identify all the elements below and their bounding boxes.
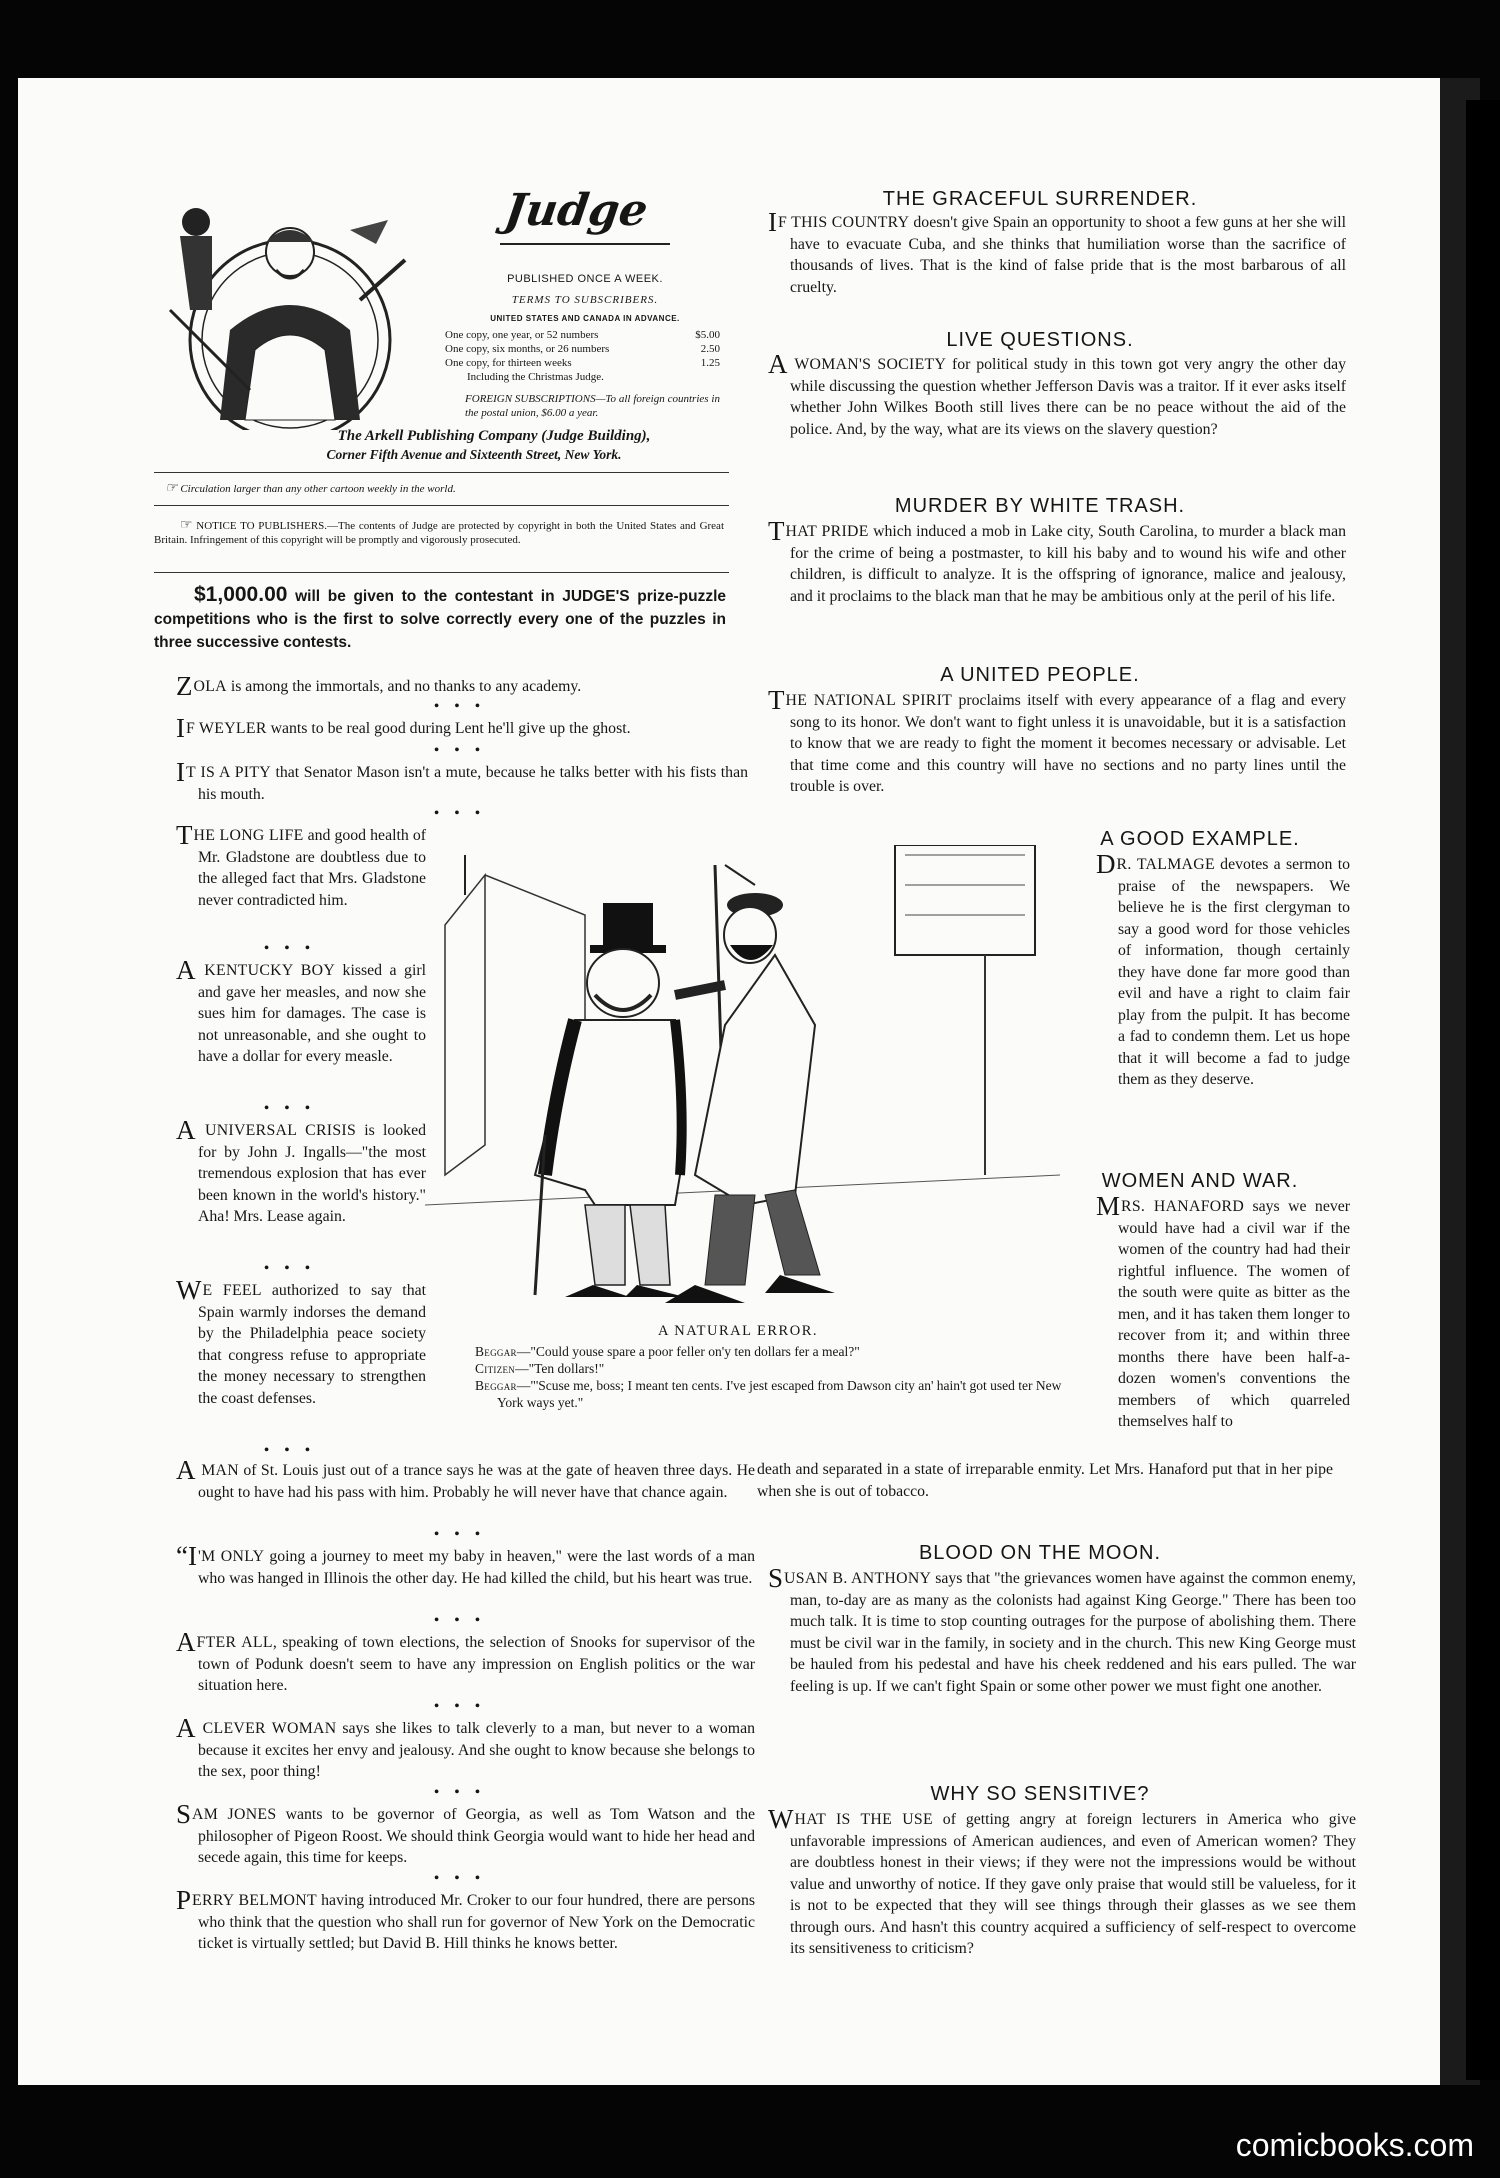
item-text: kissed a girl and gave her measles, and now she sues him for damages. The case is not unreasonable, and she ought to have a dollar for every measle. xyxy=(198,962,426,1065)
notice-rule xyxy=(154,572,729,573)
item-lead: F WEYLER xyxy=(186,720,267,737)
separator-dots: • • • xyxy=(434,1785,486,1800)
publisher-line: The Arkell Publishing Company (Judge Building), xyxy=(337,428,651,444)
separator-dots: • • • xyxy=(264,1101,316,1116)
drop-cap: W xyxy=(768,1804,794,1834)
item-lead: KENTUCKY BOY xyxy=(196,962,336,979)
item-lead: 'M ONLY xyxy=(197,1548,265,1565)
rate-row xyxy=(445,342,720,356)
masthead-illustration xyxy=(150,190,430,430)
separator-dots: • • • xyxy=(434,1613,486,1628)
item-text: of St. Louis just out of a trance says he was at the gate of heaven three days. He ought to have had his pass with him. Probably he will never have that chance again. xyxy=(198,1462,755,1501)
terms-title: TERMS TO SUBSCRIBERS. xyxy=(511,294,659,306)
heading-blood-on-the-moon: BLOOD ON THE MOON. xyxy=(918,1542,1162,1564)
separator-dots: • • • xyxy=(264,941,316,956)
item-text: for political study in this town got very angry the other day while discussing the question whether Jefferson Davis was a traitor. If it ever asks itself whether John Wilkes Booth still lives there can be no peace without the aid of the police. And, by the way, what are its views on the slavery question? xyxy=(790,356,1346,438)
item-crisis xyxy=(176,1115,426,1228)
drop-cap: “I xyxy=(176,1541,197,1571)
rate-price: 2.50 xyxy=(700,343,720,355)
item-women-and-war xyxy=(1096,1191,1351,1433)
dialogue-text: —"Could youse spare a poor feller on'y ten dollars fer a meal?" xyxy=(516,1344,860,1359)
item-lead: HAT IS THE USE xyxy=(794,1811,933,1828)
drop-cap: A xyxy=(176,1713,196,1743)
item-text: wants to be real good during Lent he'll give up the ghost. xyxy=(266,720,631,737)
item-snooks xyxy=(176,1627,755,1697)
item-united-people xyxy=(768,685,1346,798)
drop-cap: S xyxy=(768,1563,784,1593)
speaker-label: Beggar xyxy=(475,1378,517,1393)
beggar-and-citizen-drawing xyxy=(425,845,1060,1320)
masthead-logo: Judge xyxy=(501,185,651,236)
published-line: PUBLISHED ONCE A WEEK. xyxy=(507,273,663,285)
drop-cap: A xyxy=(176,1115,196,1145)
item-lead: R. TALMAGE xyxy=(1116,856,1215,873)
item-text: going a journey to meet my baby in heaven," were the last words of a man who was hanged in Illinois the other day. He had killed the child, but his heart was true. xyxy=(198,1548,756,1587)
heading-united-people: A UNITED PEOPLE. xyxy=(940,664,1140,686)
heading-why-so-sensitive: WHY SO SENSITIVE? xyxy=(930,1783,1150,1805)
item-text: wants to be governor of Georgia, as well as Tom Watson and the philosopher of Pigeon Roost. We should think Georgia would want to hide her head and secede again, this time for keeps. xyxy=(198,1806,756,1866)
item-lead: MAN xyxy=(196,1462,239,1479)
drop-cap: A xyxy=(176,1455,196,1485)
item-text: , speaking of town elections, the selection of Snooks for supervisor of the town of Podunk doesn't seem to have any impression on English politics or the war situation here. xyxy=(198,1634,755,1694)
terms-region: UNITED STATES AND CANADA IN ADVANCE. xyxy=(490,314,680,323)
circulation-text: Circulation larger than any other cartoon weekly in the world. xyxy=(180,483,456,495)
item-lead: HE LONG LIFE xyxy=(193,827,304,844)
separator-dots: • • • xyxy=(264,1443,316,1458)
separator-dots: • • • xyxy=(434,806,486,821)
item-live-questions xyxy=(768,349,1346,440)
drop-cap: Z xyxy=(176,671,193,701)
rate-price: 1.25 xyxy=(700,357,720,369)
item-lead: CLEVER WOMAN xyxy=(196,1720,337,1737)
pointing-hand-icon: ☞ xyxy=(165,481,178,496)
prize-announcement xyxy=(154,583,726,654)
rate-label: One copy, for thirteen weeks xyxy=(445,357,572,369)
cartoon-dialogue xyxy=(475,1343,1077,1411)
item-lead: ERRY BELMONT xyxy=(192,1892,317,1909)
item-journey xyxy=(176,1541,756,1589)
watermark: comicbooks.com xyxy=(1235,2127,1474,2163)
heading-live-questions: LIVE QUESTIONS. xyxy=(946,329,1134,351)
notice-to-publishers xyxy=(154,519,724,547)
drop-cap: T xyxy=(768,685,785,715)
cartoon-illustration xyxy=(425,845,1060,1320)
separator-dots: • • • xyxy=(434,699,486,714)
item-blood-on-the-moon xyxy=(768,1563,1356,1697)
drop-cap: T xyxy=(176,820,193,850)
rate-row xyxy=(445,328,720,342)
item-text: says that "the grievances women have against the common enemy, man, to-day are as many as the colonists had against King George." There has been too much talk. It is time to stop counting outrages for the purpose of abolishing them. There must be civil war in the family, in society and in the church. This new King George must be hauled from his pedestal and have his cheek reddened and his ears pulled. The war feeling is up. If we can't fight Spain or some other power we must fight one another. xyxy=(790,1570,1356,1695)
item-weyler xyxy=(176,713,748,743)
circulation-line xyxy=(165,482,725,496)
item-text: and good health of Mr. Gladstone are doubtless due to the alleged fact that Mrs. Gladstone never contradicted him. xyxy=(198,827,426,909)
item-lead: E FEEL xyxy=(202,1282,262,1299)
heading-good-example: A GOOD EXAMPLE. xyxy=(1100,828,1300,850)
separator-dots: • • • xyxy=(434,1527,486,1542)
item-text: says we never would have had a civil war if the women of the country had had their rightful influence. The women of the south were quite as bitter as the men, and it has taken them longer to recover from it; and within three months there have been half-a-dozen women's conventions the members of which quarreled themselves half to xyxy=(1118,1198,1351,1430)
item-text: is looked for by John J. Ingalls—"the most tremendous explosion that has ever been known in the world's history." Aha! Mrs. Lease again. xyxy=(198,1122,426,1225)
item-sam-jones xyxy=(176,1799,756,1869)
separator-dots: • • • xyxy=(434,1699,486,1714)
item-kentucky xyxy=(176,955,426,1068)
item-lead: HE NATIONAL SPIRIT xyxy=(785,692,953,709)
item-mason xyxy=(176,757,748,805)
item-spain-peace xyxy=(176,1275,426,1409)
drop-cap: W xyxy=(176,1275,202,1305)
separator-dots: • • • xyxy=(434,743,486,758)
item-lead: FTER ALL xyxy=(196,1634,273,1651)
item-good-example xyxy=(1096,849,1351,1091)
drop-cap: P xyxy=(176,1885,192,1915)
drop-cap: A xyxy=(768,349,788,379)
item-clever-woman xyxy=(176,1713,755,1783)
item-text: having introduced Mr. Croker to our four hundred, there are persons who think that the question who shall run for governor of New York on the Democratic ticket is virtually settled; but David B. Hill thinks he knows better. xyxy=(198,1892,755,1952)
item-graceful-surrender xyxy=(768,207,1346,298)
item-lead: RS. HANAFORD xyxy=(1121,1198,1245,1215)
dialogue-text: —"Ten dollars!" xyxy=(515,1361,605,1376)
item-lead: OLA xyxy=(193,678,227,695)
item-text: authorized to say that Spain warmly indorses the demand by the Philadelphia peace society that congress refuse to appropriate the money necessary to strengthen the coast defenses. xyxy=(198,1282,426,1407)
item-text: doesn't give Spain an opportunity to shoot a few guns at her she will have to evacuate Cuba, and she thinks that humiliation worse than the sacrifice of thousands of lives. That is the kind of false pride that is the most barbarous of all cruelty. xyxy=(790,214,1346,296)
item-st-louis-trance xyxy=(176,1455,755,1503)
item-text: which induced a mob in Lake city, South Carolina, to murder a black man for the crime of being a postmaster, to kill his baby and to wound his wife and other children, is difficult to analyze. It is the offspring of ignorance, malice and jealousy, and it proclaims to the black man that he may be ambitious only at the peril of his life. xyxy=(790,523,1346,605)
masthead-rule xyxy=(154,472,729,473)
item-gladstone xyxy=(176,820,426,911)
speaker-label: Citizen xyxy=(475,1361,516,1376)
prize-amount: $1,000.00 xyxy=(194,583,288,606)
item-text: proclaims itself with every appearance of a flag and every song to its honor. We don't want to fight unless it is unavoidable, but it is a satisfaction to know that we are ready to fight the moment it becomes necessary or advisable. Let that time come and this country will have no sections and no party lines until the trouble is over. xyxy=(790,692,1346,795)
foreign-subscriptions: FOREIGN SUBSCRIPTIONS—To all foreign countries in the postal union, $6.00 a year. xyxy=(465,393,720,419)
item-text: that Senator Mason isn't a mute, because he talks better with his fists than his mouth. xyxy=(198,764,748,803)
item-murder xyxy=(768,516,1346,607)
drop-cap: I xyxy=(176,757,185,787)
item-perry-belmont xyxy=(176,1885,755,1955)
item-lead: WOMAN'S SOCIETY xyxy=(788,356,947,373)
masthead-logo-underline xyxy=(500,243,670,245)
circulation-rule xyxy=(154,505,729,506)
dialogue-line xyxy=(475,1360,1077,1377)
judge-figure-icon xyxy=(150,190,430,430)
heading-women-and-war: WOMEN AND WAR. xyxy=(1101,1170,1299,1192)
item-text: says she likes to talk cleverly to a man, but never to a woman because it excites her envy and jealousy. And she ought to know because she belongs to the sex, poor thing! xyxy=(198,1720,755,1780)
separator-dots: • • • xyxy=(264,1261,316,1276)
drop-cap: I xyxy=(768,207,777,237)
dialogue-line xyxy=(475,1377,1077,1411)
item-text: devotes a sermon to praise of the newspapers. We believe he is the first clergyman to say a good word for those vehicles of information, though certainly they have done far more good than evil and have a right to claim fair play from the pulpit. It has become a fad to condemn them. Let us hope that it will become a fad to judge them as they deserve. xyxy=(1118,856,1351,1088)
dialogue-line xyxy=(475,1343,1077,1360)
prize-text: will be given to the contestant in JUDGE'S prize-puzzle competitions who is the first to solve correctly every one of the puzzles in three successive contests. xyxy=(154,588,726,651)
rate-label: One copy, one year, or 52 numbers xyxy=(445,329,599,341)
drop-cap: M xyxy=(1096,1191,1121,1221)
christmas-note: Including the Christmas Judge. xyxy=(467,371,604,383)
notice-text: NOTICE TO PUBLISHERS.—The contents of Judge are protected by copyright in both the United States and Great Britain. Infringement of this copyright will be promptly and vigorously prosecuted. xyxy=(154,520,724,546)
drop-cap: S xyxy=(176,1799,192,1829)
item-lead: USAN B. ANTHONY xyxy=(784,1570,932,1587)
item-text: is among the immortals, and no thanks to any academy. xyxy=(226,678,582,695)
heading-graceful-surrender: THE GRACEFUL SURRENDER. xyxy=(882,188,1198,210)
rate-price: $5.00 xyxy=(695,329,720,341)
publisher-address: Corner Fifth Avenue and Sixteenth Street, New York. xyxy=(326,447,622,462)
drop-cap: T xyxy=(768,516,785,546)
item-lead: AM JONES xyxy=(192,1806,277,1823)
dialogue-text: —"'Scuse me, boss; I meant ten cents. I've jest escaped from Dawson city an' hain't got used ter New York ways yet." xyxy=(497,1378,1062,1410)
drop-cap: A xyxy=(176,955,196,985)
item-zola xyxy=(176,671,738,701)
separator-dots: • • • xyxy=(434,1871,486,1886)
rate-label: One copy, six months, or 26 numbers xyxy=(445,343,610,355)
pointing-hand-icon: ☞ xyxy=(180,518,193,533)
item-lead: UNIVERSAL CRISIS xyxy=(196,1122,357,1139)
cartoon-title: A NATURAL ERROR. xyxy=(657,1323,818,1339)
item-lead: HAT PRIDE xyxy=(785,523,869,540)
item-why-so-sensitive xyxy=(768,1804,1356,1960)
item-text: of getting angry at foreign lecturers in America who give unfavorable impressions of American audiences, and even of American women? They are doubtless honest in their views; if they were not the impressions would be without value and unworthy of notice. If they gave only praise that would still be valueless, for it is not to be expected that they will see things through their glasses as we see them through ours. And hasn't this country acquired a sufficiency of self-respect to overcome its sensitiveness to criticism? xyxy=(790,1811,1356,1957)
item-lead: T IS A PITY xyxy=(186,764,271,781)
rate-table xyxy=(445,328,720,384)
women-and-war-continued: death and separated in a state of irreparable enmity. Let Mrs. Hanaford put that in her pipe when she is out of tobacco. xyxy=(757,1461,1333,1500)
heading-murder: MURDER BY WHITE TRASH. xyxy=(894,495,1186,517)
speaker-label: Beggar xyxy=(475,1344,517,1359)
drop-cap: I xyxy=(176,713,185,743)
scan-border xyxy=(1466,100,1500,2080)
rate-row xyxy=(445,356,720,370)
drop-cap: A xyxy=(176,1627,196,1657)
item-lead: F THIS COUNTRY xyxy=(778,214,910,231)
drop-cap: D xyxy=(1096,849,1116,879)
